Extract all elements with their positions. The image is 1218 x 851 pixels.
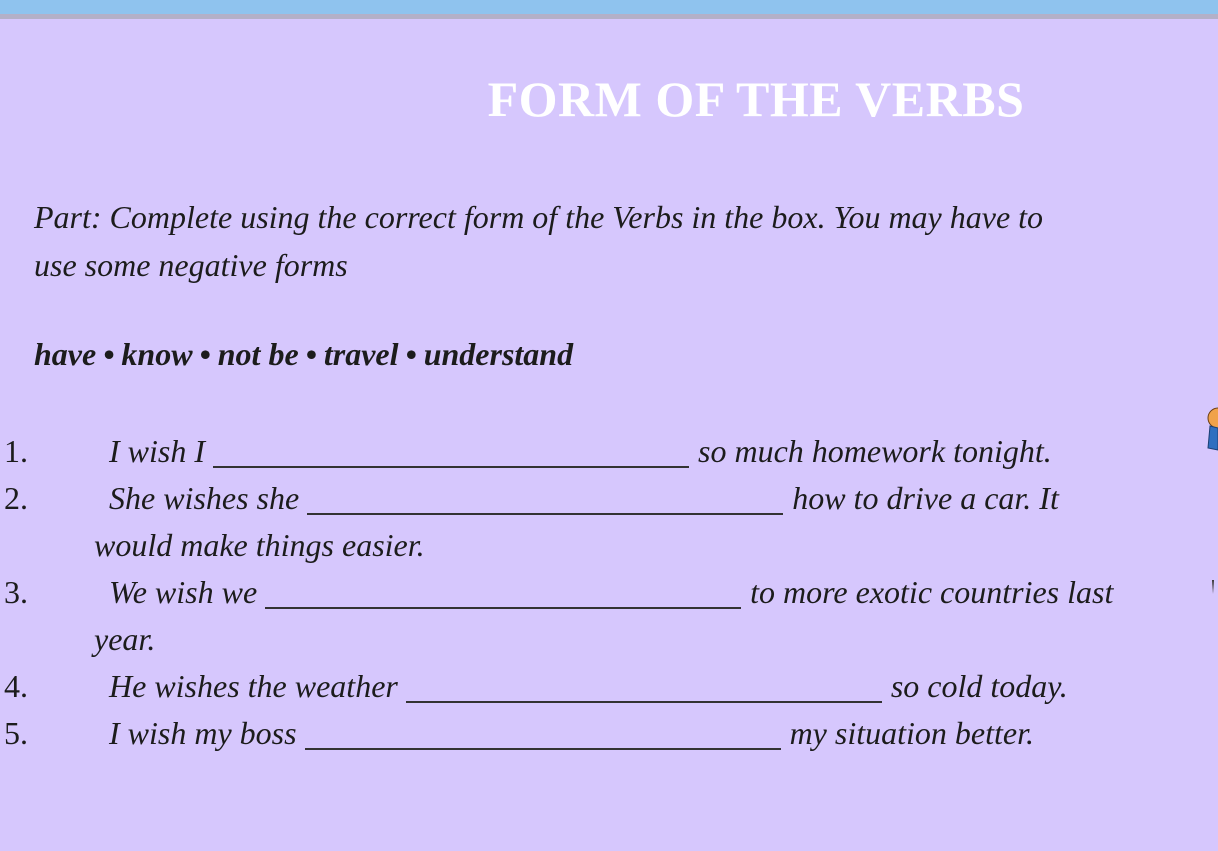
top-bar <box>0 0 1218 14</box>
sentence-end: my situation better. <box>789 715 1034 751</box>
sentence-start: We wish we <box>109 574 258 610</box>
sentence-end: how to drive a car. It <box>792 480 1059 516</box>
exercise-item-4 <box>0 663 1218 709</box>
decorative-mark-icon <box>1211 580 1215 594</box>
exercise-sentence <box>109 428 1052 474</box>
verb-separator: • <box>305 336 317 372</box>
verb-item: travel <box>323 336 399 372</box>
exercise-item-5 <box>0 710 1218 756</box>
verb-separator: • <box>103 336 115 372</box>
exercise-3-continuation: year. <box>94 621 156 657</box>
top-bar-edge <box>0 14 1218 19</box>
cartoon-figure-icon <box>1206 402 1218 452</box>
exercise-sentence <box>109 710 1034 756</box>
exercise-2-continuation: would make things easier. <box>94 527 425 563</box>
answer-blank-3[interactable] <box>265 575 741 609</box>
sentence-end: to more exotic countries last <box>750 574 1114 610</box>
answer-blank-5[interactable] <box>305 716 781 750</box>
exercise-item-1 <box>0 428 1218 474</box>
exercise-number: 1. <box>4 433 28 469</box>
verb-item: know <box>121 336 193 372</box>
exercise-number: 5. <box>4 715 28 751</box>
exercise-sentence <box>109 663 1068 709</box>
instructions-line-2: use some negative forms <box>34 247 348 283</box>
page-title: FORM OF THE VERBS <box>487 71 1025 127</box>
sentence-start: He wishes the weather <box>109 668 398 704</box>
verb-separator: • <box>199 336 211 372</box>
exercise-item-2 <box>0 475 1218 521</box>
exercise-number: 3. <box>4 574 28 610</box>
sentence-start: I wish my boss <box>109 715 297 751</box>
sentence-start: I wish I <box>109 433 205 469</box>
exercise-sentence <box>109 475 1059 521</box>
verb-item: understand <box>423 336 574 372</box>
answer-blank-1[interactable] <box>213 434 689 468</box>
exercise-item-3 <box>0 569 1218 615</box>
verb-box <box>34 336 573 373</box>
instructions <box>34 193 1184 289</box>
exercise-number: 2. <box>4 480 28 516</box>
sentence-start: She wishes she <box>109 480 300 516</box>
exercise-number: 4. <box>4 668 28 704</box>
answer-blank-4[interactable] <box>406 669 882 703</box>
sentence-end: so much homework tonight. <box>698 433 1052 469</box>
verb-item: have <box>34 336 97 372</box>
instructions-line-1: Part: Complete using the correct form of the Verbs in the box. You may have to <box>34 199 1044 235</box>
verb-separator: • <box>405 336 417 372</box>
sentence-end: so cold today. <box>890 668 1068 704</box>
verb-item: not be <box>217 336 299 372</box>
answer-blank-2[interactable] <box>307 481 783 515</box>
exercise-sentence <box>109 569 1113 615</box>
